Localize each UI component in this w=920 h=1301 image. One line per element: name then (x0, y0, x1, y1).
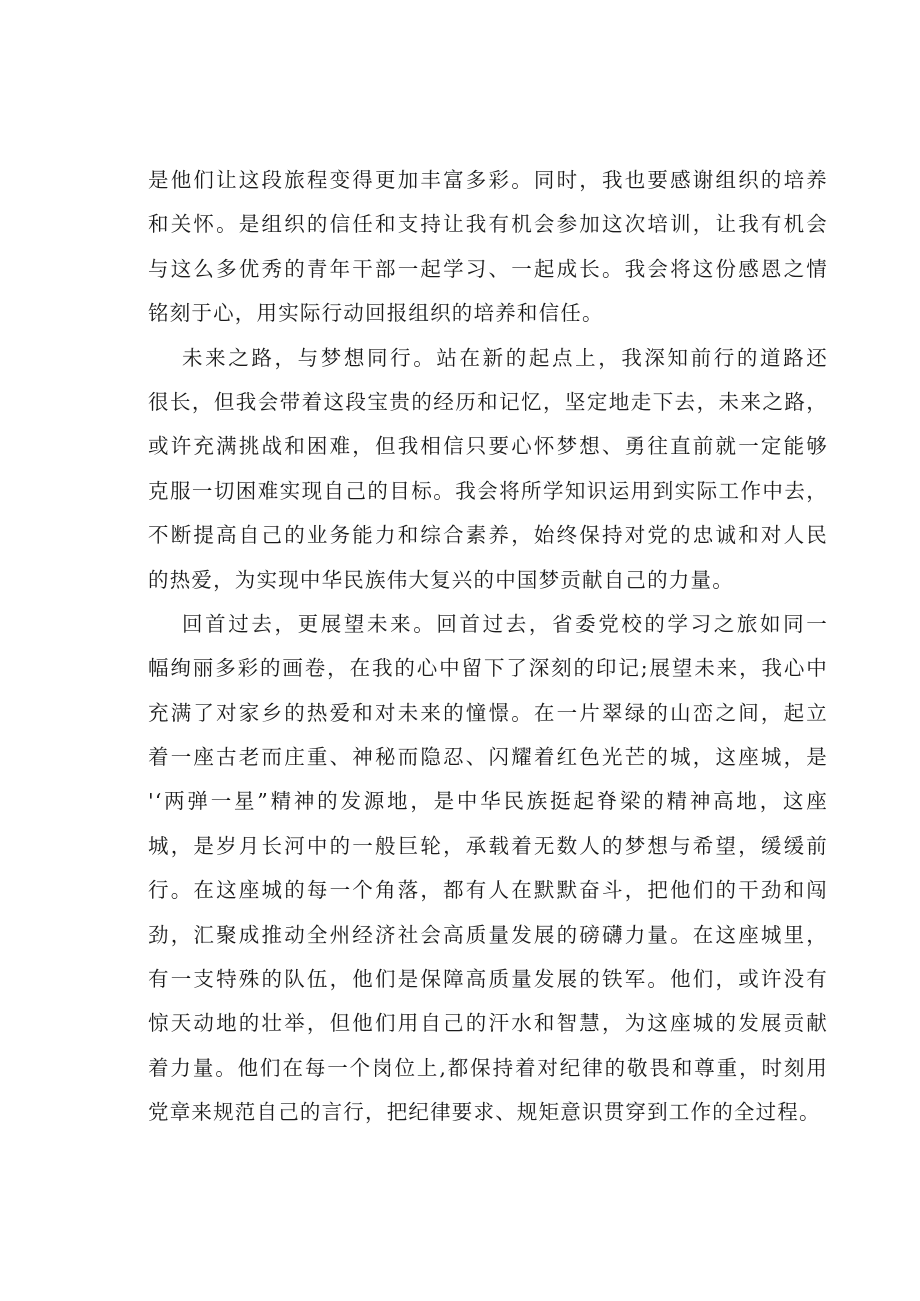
text-line: 回首过去，更展望未来。回首过去，省委党校的学习之旅如同一 (182, 611, 828, 636)
text-line: '‘两弹一星”精神的发源地，是中华民族挺起脊梁的精神高地，这座 (148, 789, 828, 814)
paragraph-1 (148, 158, 828, 336)
text-line: 未来之路，与梦想同行。站在新的起点上，我深知前行的道路还 (182, 345, 828, 370)
paragraph-2 (148, 336, 828, 602)
text-line: 不断提高自己的业务能力和综合素养，始终保持对党的忠诚和对人民 (148, 523, 828, 548)
text-line: 铭刻于心，用实际行动回报组织的培养和信任。 (148, 301, 604, 326)
text-line: 的热爱，为实现中华民族伟大复兴的中国梦贡献自己的力量。 (148, 567, 734, 592)
text-line: 有一支特殊的队伍，他们是保障高质量发展的铁军。他们，或许没有 (148, 967, 828, 992)
text-line: 克服一切困难实现自己的目标。我会将所学知识运用到实际工作中去， (148, 478, 828, 503)
text-line: 行。在这座城的每一个角落，都有人在默默奋斗，把他们的干劲和闯 (148, 878, 828, 903)
text-line: 劲，汇聚成推动全州经济社会高质量发展的磅礴力量。在这座城里， (148, 922, 828, 947)
text-line: 与这么多优秀的青年干部一起学习、一起成长。我会将这份感恩之情 (148, 256, 828, 281)
text-line: 幅绚丽多彩的画卷，在我的心中留下了深刻的印记;展望未来，我心中 (148, 656, 828, 681)
text-line: 或许充满挑战和困难，但我相信只要心怀梦想、勇往直前就一定能够 (148, 434, 828, 459)
paragraph-3 (148, 602, 828, 1135)
document-body (148, 158, 828, 1135)
text-line: 惊天动地的壮举，但他们用自己的汗水和智慧，为这座城的发展贡献 (148, 1011, 828, 1036)
text-line: 城，是岁月长河中的一般巨轮，承载着无数人的梦想与希望，缓缓前 (148, 833, 828, 858)
text-line: 着力量。他们在每一个岗位上,都保持着对纪律的敬畏和尊重，时刻用 (148, 1055, 828, 1080)
text-line: 很长，但我会带着这段宝贵的经历和记忆，坚定地走下去，未来之路， (148, 389, 828, 414)
text-line: 和关怀。是组织的信任和支持让我有机会参加这次培训，让我有机会 (148, 212, 828, 237)
text-line: 着一座古老而庄重、神秘而隐忍、闪耀着红色光芒的城，这座城，是 (148, 745, 828, 770)
text-line: 充满了对家乡的热爱和对未来的憧憬。在一片翠绿的山峦之间，起立 (148, 700, 828, 725)
text-line: 党章来规范自己的言行，把纪律要求、规矩意识贯穿到工作的全过程。 (148, 1100, 821, 1125)
text-line: 是他们让这段旅程变得更加丰富多彩。同时，我也要感谢组织的培养 (148, 168, 828, 192)
